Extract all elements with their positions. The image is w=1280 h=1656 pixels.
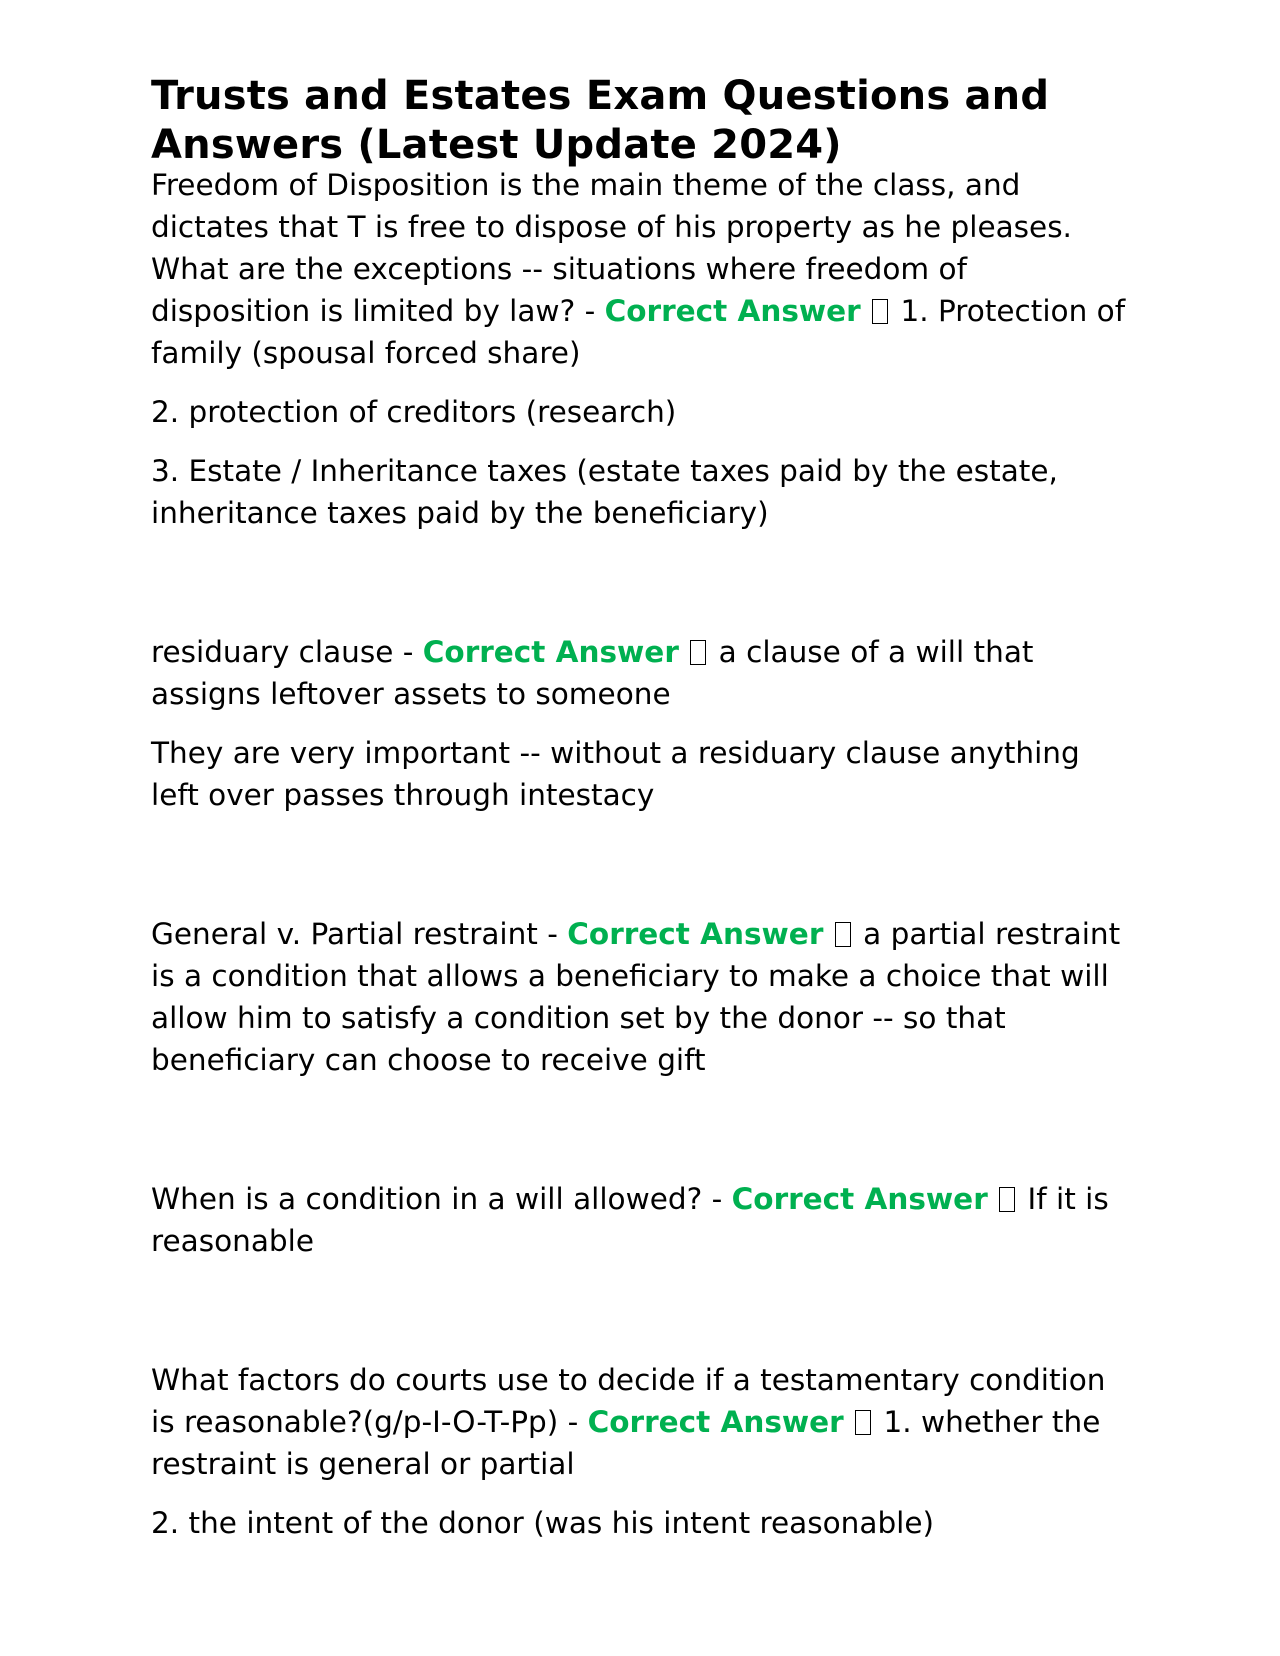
qa-entry [151, 913, 1126, 1081]
correct-answer-label: Correct Answer [422, 635, 679, 669]
correct-answer-label: Correct Answer [731, 1182, 988, 1216]
qa-question-paragraph [151, 164, 1126, 374]
box-icon [690, 640, 706, 665]
answer-text: 1. Protection of family (spousal forced share) [151, 294, 1126, 370]
qa-question-paragraph [151, 913, 1126, 1081]
spacer [151, 1279, 1126, 1359]
spacer [151, 551, 1126, 631]
box-icon [872, 299, 888, 324]
qa-question-paragraph [151, 1178, 1126, 1262]
box-icon [999, 1187, 1015, 1212]
document-page [151, 72, 1126, 1561]
answer-text: a partial restraint is a condition that allows a beneficiary to make a choice that will allow him to satisfy a condition set by the donor -- so that beneficiary can choose to receive gift [151, 917, 1121, 1077]
qa-entry [151, 1178, 1126, 1262]
box-icon [835, 922, 851, 947]
correct-answer-label: Correct Answer [587, 1405, 844, 1439]
answer-text: a clause of a will that assigns leftover assets to someone [151, 635, 1034, 711]
qa-question-paragraph [151, 1359, 1126, 1485]
answer-continuation: They are very important -- without a residuary clause anything left over passes through intestacy [151, 736, 1080, 812]
correct-answer-label: Correct Answer [567, 917, 824, 951]
question-text: General v. Partial restraint - [151, 917, 568, 951]
qa-question-paragraph [151, 631, 1126, 715]
answer-text: If it is reasonable [151, 1182, 1109, 1258]
answer-continuation: 2. the intent of the donor (was his intent reasonable) [151, 1506, 935, 1540]
box-icon [855, 1410, 871, 1435]
question-text: When is a condition in a will allowed? - [151, 1182, 732, 1216]
qa-entry [151, 1359, 1126, 1544]
spacer [151, 833, 1126, 913]
spacer [151, 1098, 1126, 1178]
question-text: What factors do courts use to decide if a testamentary condition is reasonable?(g/p-I-O-T-Pp) - [151, 1363, 1106, 1439]
qa-entry [151, 164, 1126, 534]
answer-continuation: 3. Estate / Inheritance taxes (estate taxes paid by the estate, inheritance taxes paid by the beneficiary) [151, 454, 1058, 530]
qa-entry [151, 631, 1126, 816]
correct-answer-label: Correct Answer [604, 294, 861, 328]
document-title: Trusts and Estates Exam Questions and Answers (Latest Update 2024) [151, 73, 1050, 168]
answer-continuation: 2. protection of creditors (research) [151, 395, 677, 429]
question-text: residuary clause - [151, 635, 423, 669]
answer-text: 1. whether the restraint is general or partial [151, 1405, 1101, 1481]
question-text: Freedom of Disposition is the main theme of the class, and dictates that T is free to dispose of his property as he pleases. What are the exceptions -- situations where freedom of disposition is limited by law? - [151, 168, 1072, 328]
